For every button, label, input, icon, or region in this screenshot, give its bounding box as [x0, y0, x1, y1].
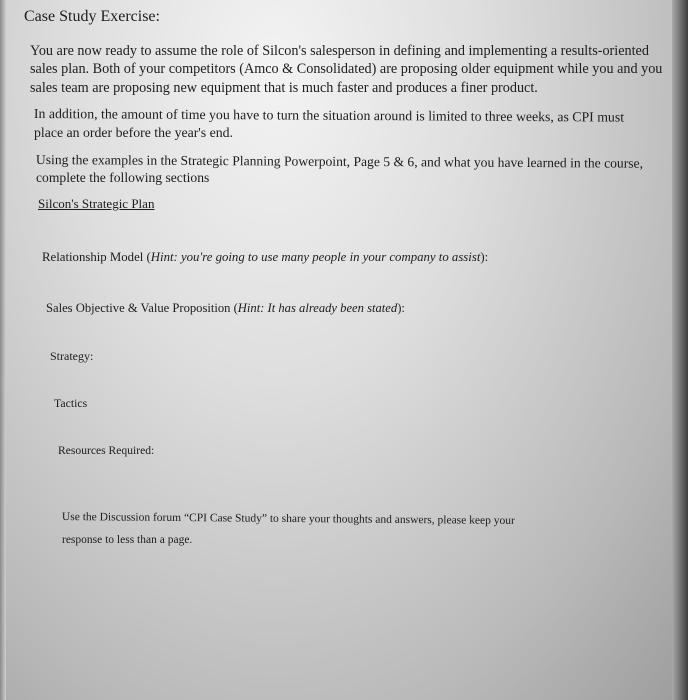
para2-line1: In addition, the amount of time you have to turn the situation around is limited to three weeks, as CPI must — [33, 106, 625, 125]
footer-line2: response to less than a page. — [62, 534, 193, 546]
para3-line1: Using the examples in the Strategic Planning Powerpoint, Page 5 & 6, and what you have learned in the course, — [35, 152, 644, 171]
page-right-edge — [672, 0, 688, 700]
resources-required-label: Resources Required: — [58, 444, 155, 457]
footer-line1: Use the Discussion forum “CPI Case Study” to share your thoughts and answers, please keep your — [61, 511, 515, 527]
para2-line2: place an order before the year's end. — [34, 125, 233, 140]
tactics-label: Tactics — [54, 396, 88, 410]
case-study-heading: Case Study Exercise: — [24, 8, 160, 25]
para1-line3: sales team are proposing new equipment that is much faster and produces a finer product. — [30, 80, 538, 96]
sales-objective-label: Sales Objective & Value Proposition (Hint: It has already been stated): — [46, 301, 405, 315]
relationship-model-label: Relationship Model (Hint: you're going to use many people in your company to assist): — [42, 250, 489, 264]
strategy-label: Strategy: — [50, 349, 94, 363]
para3-line2: complete the following sections — [36, 170, 210, 185]
strategic-plan-title: Silcon's Strategic Plan — [38, 196, 155, 211]
document-page — [6, 0, 672, 700]
para1-line2: sales plan. Both of your competitors (Amco & Consolidated) are proposing older equipment while you and you — [30, 61, 663, 77]
para1-line1: You are now ready to assume the role of Silcon's salesperson in defining and implementing a results-oriented — [30, 43, 649, 59]
